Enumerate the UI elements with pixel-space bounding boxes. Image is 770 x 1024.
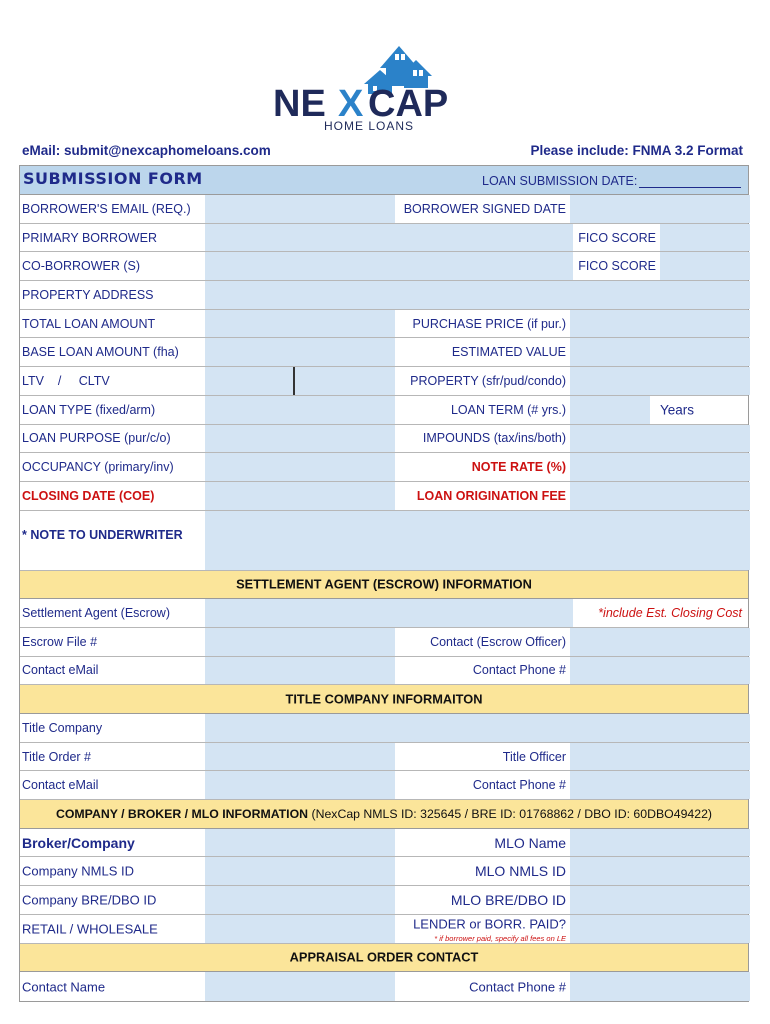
property-type-field[interactable] bbox=[570, 367, 750, 395]
broker-heading bbox=[20, 807, 748, 821]
fico-score-label-2: FICO SCORE bbox=[578, 259, 656, 274]
loan-type-field[interactable] bbox=[205, 396, 395, 424]
row-co-borrower bbox=[20, 252, 748, 281]
escrow-file-field[interactable] bbox=[205, 628, 395, 656]
title-heading: TITLE COMPANY INFORMAITON bbox=[285, 691, 483, 707]
loan-term-label: LOAN TERM (# yrs.) bbox=[450, 402, 566, 417]
escrow-file-label: Escrow File # bbox=[22, 634, 98, 649]
escrow-contact-email-label: Contact eMail bbox=[22, 663, 99, 678]
occupancy-label: OCCUPANCY (primary/inv) bbox=[22, 460, 174, 475]
row-primary-borrower bbox=[20, 224, 748, 253]
base-loan-amount-field[interactable] bbox=[205, 338, 395, 366]
appraisal-contact-name-label: Contact Name bbox=[22, 979, 106, 995]
title-officer-label: Title Officer bbox=[502, 749, 566, 764]
row-appraisal-contact bbox=[20, 972, 748, 1001]
broker-heading-ids: (NexCap NMLS ID: 325645 / BRE ID: 01768862 / DBO ID: 60DBO49422) bbox=[311, 806, 713, 821]
estimated-value-label: ESTIMATED VALUE bbox=[451, 345, 566, 360]
row-title-contact bbox=[20, 771, 748, 800]
svg-text:CAP: CAP bbox=[368, 83, 449, 125]
lender-paid-label: LENDER or BORR. PAID? bbox=[413, 916, 566, 932]
note-rate-field[interactable] bbox=[570, 453, 750, 481]
row-company-bre bbox=[20, 886, 748, 915]
years-label: Years bbox=[660, 402, 695, 418]
loan-purpose-field[interactable] bbox=[205, 425, 395, 453]
appraisal-heading: APPRAISAL ORDER CONTACT bbox=[289, 949, 479, 965]
loan-submission-date-field[interactable] bbox=[639, 175, 741, 188]
impounds-field[interactable] bbox=[570, 425, 750, 453]
row-broker-company bbox=[20, 829, 748, 858]
broker-company-field[interactable] bbox=[205, 829, 395, 857]
row-ltv bbox=[20, 367, 748, 396]
appraisal-contact-phone-label: Contact Phone # bbox=[469, 979, 566, 995]
mlo-bre-label: MLO BRE/DBO ID bbox=[450, 891, 566, 908]
fico-score-label-1: FICO SCORE bbox=[578, 230, 656, 245]
settlement-agent-field[interactable] bbox=[205, 599, 573, 627]
submit-email: eMail: submit@nexcaphomeloans.com bbox=[22, 143, 271, 158]
broker-section-header bbox=[20, 800, 748, 829]
row-total-loan bbox=[20, 310, 748, 339]
property-address-label: PROPERTY ADDRESS bbox=[22, 287, 154, 302]
fico-score-field-2[interactable] bbox=[660, 252, 750, 280]
escrow-contact-phone-label: Contact Phone # bbox=[472, 663, 566, 678]
appraisal-section-header bbox=[20, 944, 748, 973]
estimated-value-field[interactable] bbox=[570, 338, 750, 366]
loan-term-field[interactable] bbox=[570, 396, 650, 424]
svg-text:HOME LOANS: HOME LOANS bbox=[324, 119, 415, 132]
occupancy-field[interactable] bbox=[205, 453, 395, 481]
loan-type-label: LOAN TYPE (fixed/arm) bbox=[22, 402, 156, 417]
settlement-agent-label: Settlement Agent (Escrow) bbox=[22, 606, 170, 621]
primary-borrower-label: PRIMARY BORROWER bbox=[22, 230, 157, 245]
appraisal-contact-phone-field[interactable] bbox=[570, 972, 750, 1001]
appraisal-contact-name-field[interactable] bbox=[205, 972, 395, 1001]
house-logo-icon bbox=[268, 40, 508, 132]
mlo-name-label: MLO Name bbox=[494, 834, 566, 851]
title-officer-field[interactable] bbox=[570, 743, 750, 771]
title-company-field[interactable] bbox=[205, 714, 750, 742]
closing-date-label: CLOSING DATE (COE) bbox=[22, 488, 155, 503]
escrow-officer-label: Contact (Escrow Officer) bbox=[430, 634, 566, 649]
loan-purpose-label: LOAN PURPOSE (pur/c/o) bbox=[22, 431, 171, 446]
form-title: SUBMISSION FORM bbox=[23, 169, 203, 188]
co-borrower-field[interactable] bbox=[205, 252, 573, 280]
base-loan-amount-label: BASE LOAN AMOUNT (fha) bbox=[22, 345, 179, 360]
title-section-header bbox=[20, 685, 748, 714]
total-loan-amount-field[interactable] bbox=[205, 310, 395, 338]
title-contact-phone-label: Contact Phone # bbox=[472, 778, 566, 793]
row-retail-wholesale bbox=[20, 915, 748, 944]
loan-origination-fee-field[interactable] bbox=[570, 482, 750, 510]
borrower-email-field[interactable] bbox=[205, 195, 395, 223]
borrower-email-label: BORROWER'S EMAIL (REQ.) bbox=[22, 201, 191, 216]
mlo-bre-field[interactable] bbox=[570, 886, 750, 914]
svg-text:X: X bbox=[338, 83, 364, 125]
closing-cost-note: *include Est. Closing Cost bbox=[598, 606, 742, 621]
loan-submission-date-label: LOAN SUBMISSION DATE: bbox=[482, 174, 638, 188]
mlo-name-field[interactable] bbox=[570, 829, 750, 857]
title-contact-phone-field[interactable] bbox=[570, 771, 750, 799]
co-borrower-label: CO-BORROWER (S) bbox=[22, 259, 141, 274]
row-base-loan bbox=[20, 338, 748, 367]
property-address-field[interactable] bbox=[205, 281, 750, 309]
lender-paid-note: * if borrower paid, specify all fees on LE bbox=[434, 933, 566, 943]
cltv-field[interactable] bbox=[295, 367, 395, 395]
row-property-address bbox=[20, 281, 748, 310]
svg-text:NE: NE bbox=[273, 83, 326, 125]
broker-company-label: Broker/Company bbox=[22, 834, 135, 851]
company-bre-field[interactable] bbox=[205, 886, 395, 914]
note-rate-label: NOTE RATE (%) bbox=[471, 460, 566, 475]
title-order-field[interactable] bbox=[205, 743, 395, 771]
escrow-contact-phone-field[interactable] bbox=[570, 657, 750, 685]
company-nmls-field[interactable] bbox=[205, 857, 395, 885]
property-type-label: PROPERTY (sfr/pud/condo) bbox=[410, 373, 566, 388]
impounds-label: IMPOUNDS (tax/ins/both) bbox=[422, 431, 566, 446]
nexcap-logo bbox=[268, 40, 508, 132]
retail-wholesale-field[interactable] bbox=[205, 915, 395, 943]
fnma-format-note: Please include: FNMA 3.2 Format bbox=[530, 143, 743, 158]
row-loan-purpose bbox=[20, 425, 748, 454]
total-loan-amount-label: TOTAL LOAN AMOUNT bbox=[22, 316, 156, 331]
mlo-nmls-label: MLO NMLS ID bbox=[474, 863, 566, 880]
title-order-label: Title Order # bbox=[22, 749, 92, 764]
ltv-field[interactable] bbox=[205, 367, 293, 395]
company-bre-label: Company BRE/DBO ID bbox=[22, 892, 157, 908]
borrower-signed-date-label: BORROWER SIGNED DATE bbox=[403, 201, 566, 216]
settlement-heading: SETTLEMENT AGENT (ESCROW) INFORMATION bbox=[236, 576, 532, 592]
purchase-price-label: PURCHASE PRICE (if pur.) bbox=[412, 316, 566, 331]
row-title-company bbox=[20, 714, 748, 743]
row-title-order bbox=[20, 743, 748, 772]
escrow-contact-email-field[interactable] bbox=[205, 657, 395, 685]
borrower-signed-date-field[interactable] bbox=[570, 195, 750, 223]
primary-borrower-field[interactable] bbox=[205, 224, 573, 252]
row-borrower-email bbox=[20, 195, 748, 224]
form-title-row bbox=[20, 166, 748, 195]
escrow-officer-field[interactable] bbox=[570, 628, 750, 656]
fico-score-field-1[interactable] bbox=[660, 224, 750, 252]
title-contact-email-label: Contact eMail bbox=[22, 778, 99, 793]
settlement-section-header bbox=[20, 571, 748, 600]
title-company-label: Title Company bbox=[22, 720, 103, 735]
row-settlement-agent bbox=[20, 599, 748, 628]
submission-form bbox=[19, 165, 749, 1002]
loan-origination-fee-label: LOAN ORIGINATION FEE bbox=[416, 488, 566, 503]
retail-wholesale-label: RETAIL / WHOLESALE bbox=[22, 921, 158, 937]
company-nmls-label: Company NMLS ID bbox=[22, 863, 134, 879]
broker-heading-title: COMPANY / BROKER / MLO INFORMATION bbox=[55, 806, 309, 821]
title-contact-email-field[interactable] bbox=[205, 771, 395, 799]
row-closing-date bbox=[20, 482, 748, 511]
row-loan-type bbox=[20, 396, 748, 425]
closing-date-field[interactable] bbox=[205, 482, 395, 510]
lender-paid-field[interactable] bbox=[570, 915, 750, 943]
row-escrow-file bbox=[20, 628, 748, 657]
ltv-cltv-label: LTV / CLTV bbox=[22, 373, 110, 388]
mlo-nmls-field[interactable] bbox=[570, 857, 750, 885]
row-company-nmls bbox=[20, 857, 748, 886]
purchase-price-field[interactable] bbox=[570, 310, 750, 338]
row-occupancy bbox=[20, 453, 748, 482]
note-to-underwriter-label: * NOTE TO UNDERWRITER bbox=[22, 527, 183, 542]
row-note-underwriter bbox=[20, 511, 748, 571]
row-escrow-contact bbox=[20, 657, 748, 686]
note-to-underwriter-field[interactable] bbox=[205, 511, 750, 570]
